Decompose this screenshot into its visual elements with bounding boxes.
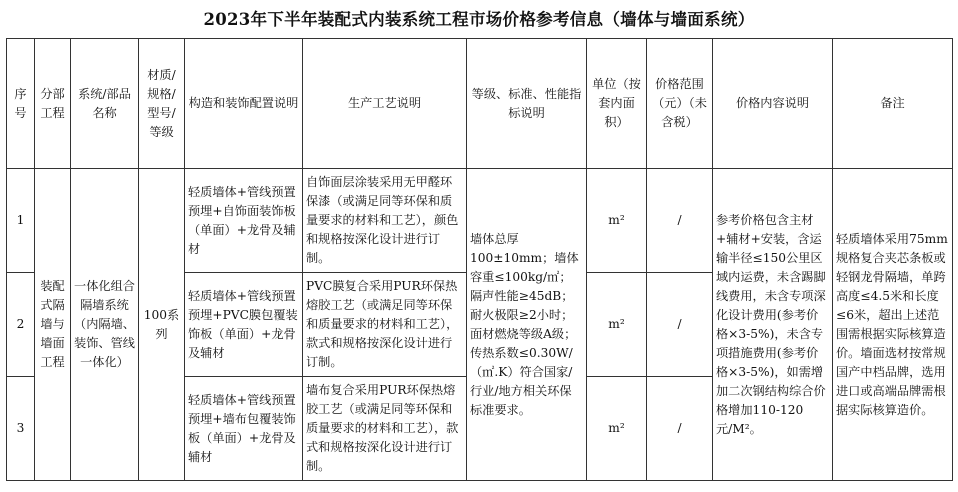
header-construction: 构造和装饰配置说明	[185, 39, 303, 169]
header-process: 生产工艺说明	[303, 39, 467, 169]
header-sub-project: 分部工程	[35, 39, 71, 169]
price-desc-cell: 参考价格包含主材+辅材+安装，含运输半径≤150公里区域内运费，未含踢脚线费用，未含专项深化设计费用(参考价格×3-5%)，未含专项措施费用(参考价格×3-5%)，如需增加二次钢结构综合价格增加110-120元/M²。	[713, 169, 833, 481]
process-cell: 自饰面层涂装采用无甲醛环保漆（或满足同等环保和质量要求的材料和工艺），颜色和规格按深化设计进行订制。	[303, 169, 467, 273]
table-row	[7, 169, 953, 273]
process-cell: PVC膜复合采用PUR环保热熔胶工艺（或满足同等环保和质量要求的材料和工艺），款式和规格按深化设计进行订制。	[303, 273, 467, 377]
price-cell: /	[647, 273, 713, 377]
price-table	[6, 38, 953, 481]
construction-cell: 轻质墙体+管线预置预埋+PVC膜包覆装饰板（单面）+龙骨及辅材	[185, 273, 303, 377]
page-title: 2023年下半年装配式内装系统工程市场价格参考信息（墙体与墙面系统）	[203, 10, 755, 29]
price-cell: /	[647, 377, 713, 481]
remarks-cell: 轻质墙体采用75mm规格复合夹芯条板或轻钢龙骨隔墙，单跨高度≤4.5米和长度≤6米，超出上述范围需根据实际核算造价。墙面选材按常规国产中档品牌，选用进口或高端品牌需根据实际核算造价。	[833, 169, 953, 481]
header-seq: 序号	[7, 39, 35, 169]
row-seq: 3	[7, 377, 35, 481]
header-row	[7, 39, 953, 169]
material-spec-cell: 100系列	[139, 169, 185, 481]
process-cell: 墙布复合采用PUR环保热熔胶工艺（或满足同等环保和质量要求的材料和工艺），款式和规格按深化设计进行订制。	[303, 377, 467, 481]
header-material-spec: 材质/规格/型号/等级	[139, 39, 185, 169]
header-unit: 单位（按套内面积）	[587, 39, 647, 169]
header-system-name: 系统/部品名称	[71, 39, 139, 169]
sub-project-cell: 装配式隔墙与墙面工程	[35, 169, 71, 481]
construction-cell: 轻质墙体+管线预置预埋+墙布包覆装饰板（单面）+龙骨及辅材	[185, 377, 303, 481]
unit-cell: m²	[587, 377, 647, 481]
unit-cell: m²	[587, 169, 647, 273]
unit-cell: m²	[587, 273, 647, 377]
header-remarks: 备注	[833, 39, 953, 169]
construction-cell: 轻质墙体+管线预置预埋+自饰面装饰板（单面）+龙骨及辅材	[185, 169, 303, 273]
row-seq: 2	[7, 273, 35, 377]
row-seq: 1	[7, 169, 35, 273]
price-cell: /	[647, 169, 713, 273]
header-price-range: 价格范围（元）（未含税）	[647, 39, 713, 169]
grade-cell: 墙体总厚100±10mm；墙体容重≤100kg/㎡；隔声性能≥45dB；耐火极限≥2小时；面材燃烧等级A级；传热系数≤0.30W/（㎡.K）符合国家/行业/地方相关环保标准要求。	[467, 169, 587, 481]
header-price-desc: 价格内容说明	[713, 39, 833, 169]
system-name-cell: 一体化组合隔墙系统（内隔墙、装饰、管线一体化）	[71, 169, 139, 481]
header-grade: 等级、标准、性能指标说明	[467, 39, 587, 169]
